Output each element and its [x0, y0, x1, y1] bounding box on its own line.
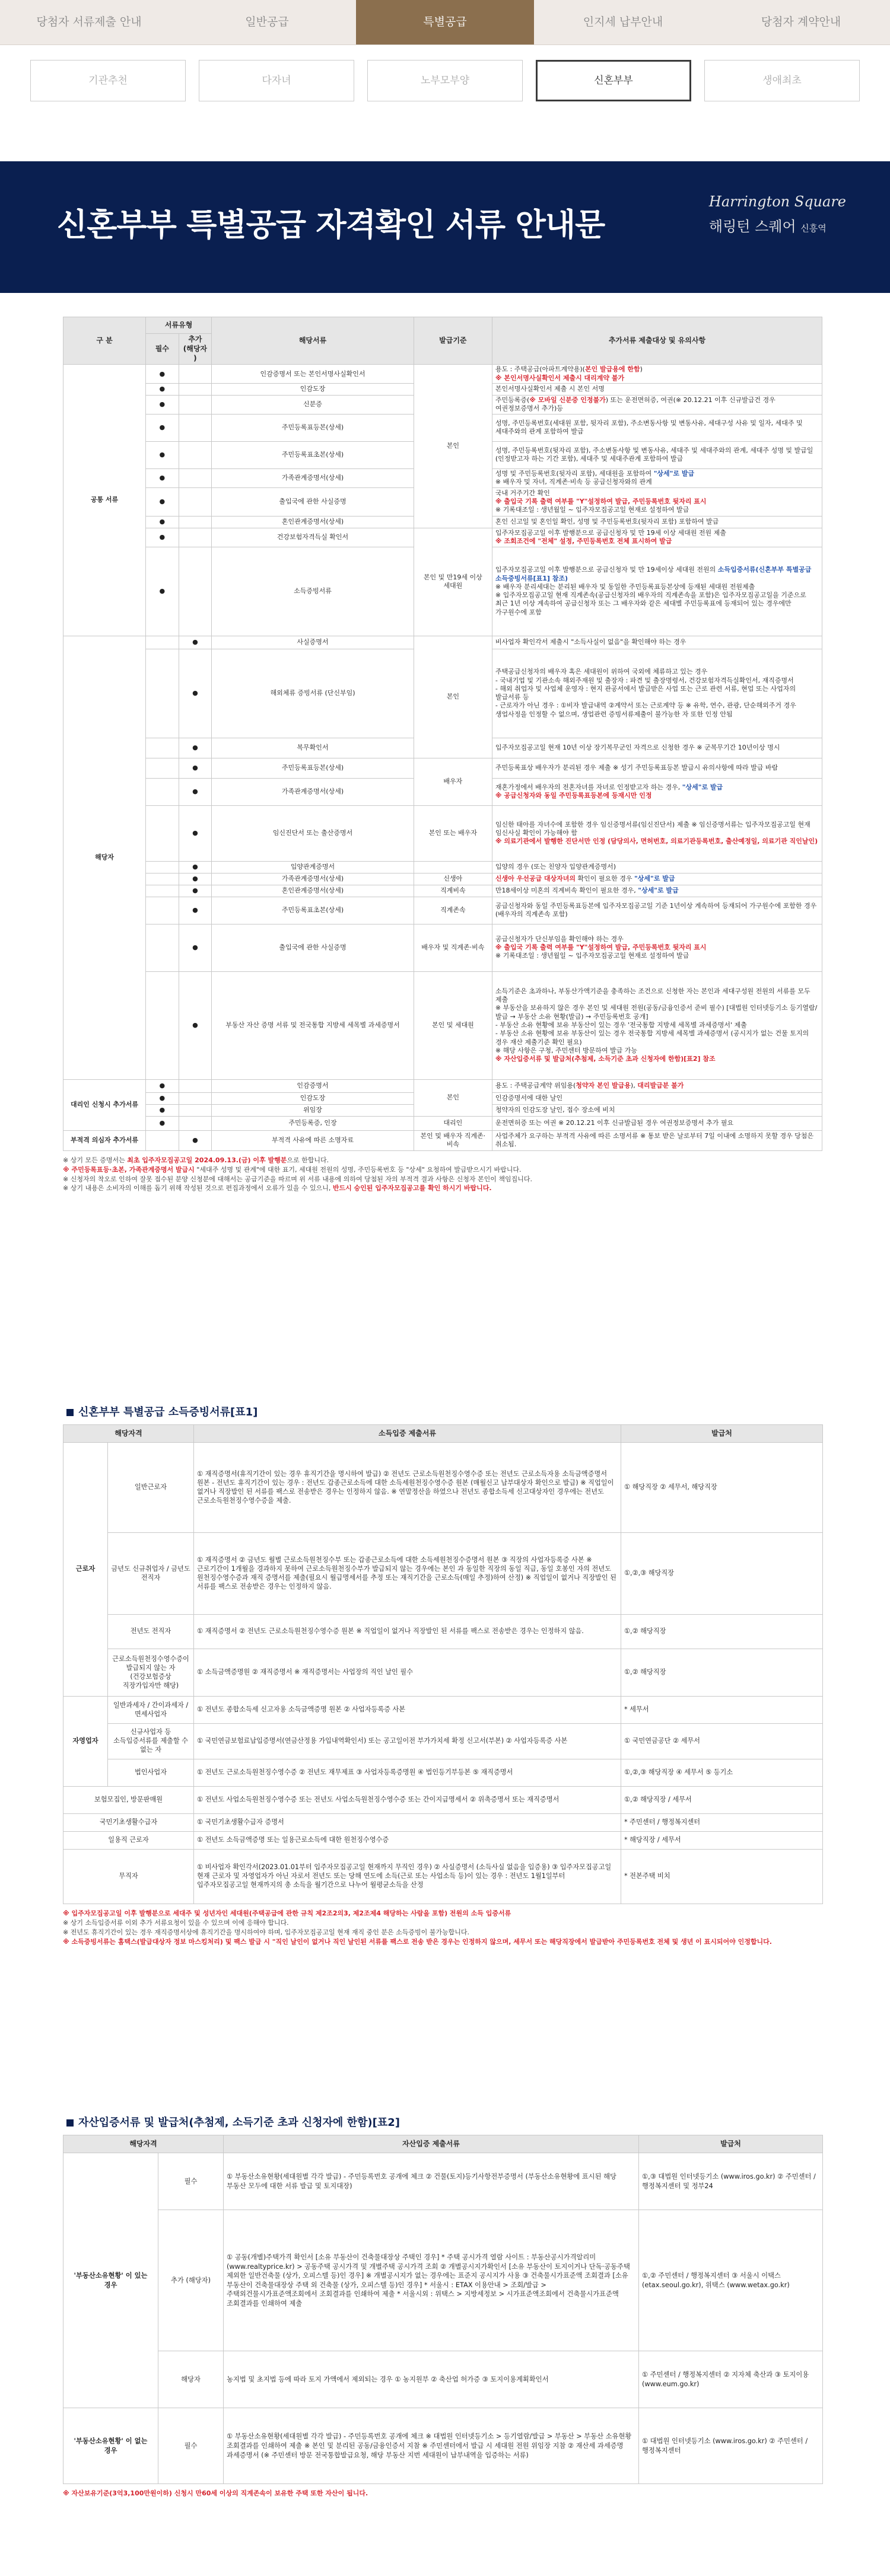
head-doc-type: 서류유형	[146, 317, 212, 334]
income-section	[63, 1405, 822, 1947]
additional-dot: ●	[179, 636, 212, 649]
income-issuer-general: ① 해당직장 ② 세무서, 해당직장	[621, 1443, 823, 1533]
note-property: 소득기준은 초과하나, 부동산가액기준을 충족하는 조건으로 신청한 자는 본인과 세대구성원 전원의 서류를 모두 제출 ※ 부동산을 보유하지 않은 경우 본인 및 세대원 전원(공동/금융인증서 준비 필수) [대법원 인터넷등기소 등기열람/발급 → 부동산 소유 현황(발급) → 주민등록번호 공개] - 부동산 소유 현황에 보유 부동산이 있는 경우 '전국통합 지방세 세목별 과세증명서' 제출 - 부동산 소유 현황에 보유 부동산이 있는 경우 전국통합 지방세 세목별 과세증명서 (공시지가 없는 건물 토지의 경우 재산 제출기준 확인 필요) ※ 해당 사항은 구청, 주민센터 방문하여 발급 가능 ※ 자산입증서류 및 발급처(추첨제, 소득기준 초과 신청자에 한함)[표2] 참조	[492, 971, 822, 1079]
income-type-noreceipt: 근로소득원천징수영수증이 발급되지 않는 자 (건강보험증상 직장가입자만 해당)	[108, 1649, 194, 1697]
additional-dot: ●	[179, 873, 212, 885]
asset-table	[63, 2135, 823, 2484]
doc-adoption: 입양관계증명서	[212, 861, 414, 873]
income-issuer-daily: * 해당직장 / 세무서	[621, 1832, 823, 1850]
note-line: ※ 상기 소득입증서류 이외 추가 서류요청이 있을 수 있으며 이에 응해야 합니다.	[63, 1919, 289, 1927]
note-marriage: 혼인 신고일 및 혼인일 확인, 성명 및 주민등록번호(뒷자리 포함) 포함하여 발급	[492, 516, 822, 528]
asset-group-none: '부동산소유현황' 이 없는 경우	[63, 2408, 158, 2484]
additional-dot: ●	[179, 897, 212, 924]
main-notes	[63, 1156, 822, 1194]
asset-docs-owned-additional: ① 공동(개별)주택가격 확인서 [소유 부동산이 건축물대장상 주택인 경우] * 주택 공시가격 열람 사이트 : 부동산공시가격알리미(www.realtyprice.kr) > 공동주택 공시가격 및 개별주택 공시가격 조회 ② 개별공시지가확인서 [소유 부동산이 토지이거나 단독·공동주택 제외한 일반건축물 (상가, 오피스텔 등)인 경우] ※ 개별공시지가 없는 경우에는 표준지 공시지가 사용 ③ 건축물시가표준액 조회결과 [소유 부동산이 건축물대장상 주택 외 건축물 (상가, 오피스텔 등)인 경우] * 서울시 : ETAX 이용안내 > 조회/발급 > 주택외건물시가표준액조회에서 조회결과를 인쇄하여 제출 * 서울시외 : 위택스 > 지방세정보 > 시가표준액조회에서 건축물시가표준액 조회결과를 인쇄하여 제출	[224, 2210, 639, 2351]
note-immigration: 국내 거주기간 확인 ※ 출입국 기록 출력 여부를 "Y"설정하여 발급, 주민등록번호 뒷자리 표시 ※ 기록대조일 : 생년월일 ~ 입주자모집공고일 현재로 설정하여 발급	[492, 487, 822, 516]
required-dot: ●	[146, 547, 179, 636]
asset-issuer-owned-additional: ①,② 주민센터 / 행정복지센터 ③ 서울시 이택스 (etax.seoul.go.kr), 위택스 (www.wetax.go.kr)	[639, 2210, 823, 2351]
note-spouse-family: 재혼가정에서 배우자의 전혼자녀를 자녀로 인정받고자 하는 경우, "상세"로 발급 ※ 공급신청자와 동일 주민등록표등본에 등재시만 인정	[492, 778, 822, 805]
asset-issuer-owned-required: ①,③ 대법원 인터넷등기소 (www.iros.go.kr) ② 주민센터 / 행정복지센터 및 정부24	[639, 2153, 823, 2210]
head-required: 필수	[146, 334, 179, 365]
tab-stamp-tax[interactable]: 인지세 납부안내	[583, 15, 663, 28]
asset-head-issuer: 발급처	[639, 2135, 823, 2153]
note-family-immigration: 공급신청자가 단신부임을 확인해야 하는 경우 ※ 출입국 기록 출력 여부를 "Y"설정하여 발급, 주민등록번호 뒷자리 표시 ※ 기록대조일 : 생년월일 ~ 입주자모집공고일 현재로 설정하여 발급	[492, 924, 822, 971]
asset-head-qual: 해당자격	[63, 2135, 224, 2153]
brand-logo	[709, 192, 846, 237]
hero-banner	[0, 161, 890, 293]
required-dot: ●	[146, 414, 179, 441]
note-fact-cert: 비사업자 확인각서 제출시 "소득사실이 없음"을 확인해야 하는 경우	[492, 636, 822, 649]
income-group-self-employed: 자영업자	[63, 1697, 108, 1787]
note-spouse-register: 주민등록표상 배우자가 분리된 경우 제출 ※ 성기 주민등록표등본 발급시 유의사항에 따라 발급 바람	[492, 758, 822, 778]
required-dot: ●	[146, 384, 179, 396]
square-bullet-icon	[66, 1409, 74, 1416]
issuer-self-household: 본인 및 세대원	[414, 971, 492, 1079]
note-newborn: 신생아 우선공급 대상자녀의 확인이 필요한 경우 "상세"로 발급	[492, 873, 822, 885]
doc-family-immigration: 출입국에 관한 사실증명	[212, 924, 414, 971]
additional-dot: ●	[179, 861, 212, 873]
note-seal-cert: 용도 : 주택공급(아파트계약용)(본인 발급용에 한함) ※ 본인서명사실확인서 제출시 대리계약 불가	[492, 365, 822, 384]
subtab-multi-child[interactable]: 다자녀	[199, 60, 354, 101]
income-docs-general: ① 재직증명서(휴직기간이 있는 경우 휴직기간을 명시하여 발급) ② 전년도 근로소득원천징수영수증 또는 전년도 근로소득자용 소득금액증명서 원본 - 전년도 휴직기간이 있는 경우 : 전년도 갑종근로소득에 대한 소득세원천징수영수증 원본 (매월신고 납부대상자 확인으로 발급) ※ 직업일이 없거나 직장발인 된 서류를 팩스로 전송받은 경우는 인정하지 않음. ※ 연말정산을 하였으나 전년도 종합소득세 신고대상자인 경우에는 전년도 근로소득원천징수영수증을 제출.	[194, 1443, 621, 1533]
note-line: ※ 주민등록표등·초본, 가족관계증명서 발급시 "세대주 성명 및 관계"에 대한 표기, 세대원 전원의 성명, 주민등록번호 등 "상세" 요청하여 발급받으시기 바랍니다.	[63, 1165, 522, 1174]
asset-section-title: 자산입증서류 및 발급처(추첨제, 소득기준 초과 신청자에 한함)[표2]	[63, 2116, 822, 2130]
income-docs-daily: ① 전년도 소득금액증명 또는 일용근로소득에 대한 원천징수영수증	[194, 1832, 621, 1850]
doc-explanation: 부적격 사유에 따른 소명자료	[212, 1130, 414, 1150]
income-docs-newjob: ① 재직증명서 ② 금년도 월별 근로소득원천징수부 또는 갑종근로소득에 대한 소득세원천징수증명서 원본 ③ 직장의 사업자등록증 사본 ※ 근로기간이 1개월을 경과하지 못하여 근로소득원천징수부가 발급되지 않는 경우에는 본인 과 동일한 직장의 동일 직급, 동일 호봉인 자의 전년도 원천징수영수증과 재직 증명서를 제출(필요시 월급명세서를 추정 또는 재직기간을 근로소득(매일 추정)하여 산정) ※ 직업일이 없거나 직장발인 된 서류를 팩스로 전송받은 경우는 인정하지 않음.	[194, 1533, 621, 1615]
doc-marriage: 혼인관계증명서(상세)	[212, 516, 414, 528]
subtab-elderly-parent[interactable]: 노부모부양	[367, 60, 523, 101]
asset-head-docs: 자산입증 제출서류	[224, 2135, 639, 2153]
logo-script: Harrington Square	[708, 193, 846, 210]
income-issuer-noreceipt: ①,② 해당직장	[621, 1649, 823, 1697]
asset-docs-owned-required: ① 부동산소유현황(세대원별 각각 발급) - 주민등록번호 공개에 체크 ② 건물(토지)등기사항전부증명서 (부동산소유현황에 표시된 해당 부동산 모두에 대한 서류 발급 및 토지대장)	[224, 2153, 639, 2210]
tab-special-supply[interactable]: 특별공급	[356, 0, 534, 44]
income-docs-visit: ① 전년도 사업소득원천징수영수증 또는 전년도 사업소득원천징수영수증 또는 간이지급명세서 ② 위촉증명서 또는 재직증명서	[194, 1787, 621, 1814]
tab-general-supply[interactable]: 일반공급	[245, 15, 289, 28]
income-type-daily: 일용직 근로자	[63, 1832, 194, 1850]
note-military: 입주자모집공고일 현재 10년 이상 장기복무군인 자격으로 신청한 경우 ※ 군복무기간 10년이상 명시	[492, 738, 822, 758]
note-line: ※ 자산보유기준(3억3,100만원이하) 신청시 만60세 이상의 직계존속이 보유한 주택 또한 자산이 됩니다.	[63, 2489, 368, 2498]
doc-income-proof: 소득증빙서류	[212, 547, 414, 636]
head-issuer: 발급기준	[414, 317, 492, 365]
doc-property: 부동산 자산 증명 서류 및 전국통합 지방세 세목별 과세증명서	[212, 971, 414, 1079]
doc-proxy-id: 주민등록증, 인장	[212, 1116, 414, 1130]
tab-document-guide[interactable]: 당첨자 서류제출 안내	[36, 15, 142, 28]
issuer-self-2: 본인	[414, 636, 492, 758]
note-ascendant: 공급신청자와 동일 주민등록표등본에 입주자모집공고일 기준 1년이상 계속하여 등재되어 가구원수에 포함한 경우 (배우자의 직계존속 포함)	[492, 897, 822, 924]
note-income-proof: 입주자모집공고일 이후 발행분으로 공급신청자 및 만 19세이상 세대원 전원의 소득입증서류(신혼부부 특별공급 소득증빙서류[표1] 참조) ※ 배우자 분리세대는 분리된 배우자 및 동일한 주민등록표등본상에 등재된 세대원 전원제출 ※ 입주자모집공고일 현재 직계존속(공급신청자의 배우자의 직계존속을 포함)은 입주자모집공고일을 기준으로 최근 1년 이상 계속하여 공급신청자 또는 그 배우자와 같은 세대별 주민등록표에 등재되어 있는 경우에만 가구원수에 포함	[492, 547, 822, 636]
required-dot: ●	[146, 396, 179, 415]
required-dot: ●	[146, 365, 179, 384]
note-descendant: 만18세이상 미혼의 직계비속 확인이 필요한 경우, "상세"로 발급	[492, 885, 822, 897]
additional-dot: ●	[179, 1130, 212, 1150]
note-id-card: 주민등록증(※ 모바일 신분증 인정불가) 또는 운전면허증, 여권(※ 20.12.21 이후 신규발급건 경우 여권정보증명서 추가)등	[492, 396, 822, 415]
income-docs-noreceipt: ① 소득금액증명원 ② 재직증명서 ※ 재직증명서는 사업장의 직인 날인 필수	[194, 1649, 621, 1697]
asset-req-required: 필수	[158, 2153, 224, 2210]
note-seal-cert-proxy: 용도 : 주택공급계약 위임용(청약자 본인 발급용), 대리발급분 불가	[492, 1079, 822, 1092]
group-applicable: 해당자	[63, 636, 146, 1079]
income-type-visit: 보험모집인, 방문판매원	[63, 1787, 194, 1814]
group-common: 공통 서류	[63, 365, 146, 636]
issuer-family: 배우자 및 직계존·비속	[414, 924, 492, 971]
additional-dot: ●	[179, 971, 212, 1079]
asset-docs-farm: 농지법 및 초지법 등에 따라 토지 가액에서 제외되는 경우 ① 농지원부 ② 축산업 허가증 ③ 토지이용계획확인서	[224, 2351, 639, 2408]
additional-dot: ●	[179, 649, 212, 738]
required-dot: ●	[146, 1079, 179, 1092]
note-resident-abstract: 성명, 주민등록번호(뒷자리 포함), 주소변동사항 및 변동사유, 세대주 및 세대주와의 관계, 세대주 성명 및 발급일(인정받고자 하는 기간 포함), 세대주 및 세대주관계 포함하여 발급	[492, 441, 822, 468]
note-line: ※ 소득증빙서류는 홈택스(발급대상자 정보 마스킹처리) 및 팩스 발급 시 "직인 날인이 없거나 직인 날인된 서류를 팩스로 전송 받은 경우는 인정하지 않으며, 세무서 또는 해당직장에서 발급받아 주민등록번호 전체 및 생년 이 표시되어야 인정합니다.	[63, 1938, 772, 1946]
asset-issuer-farm: ① 주민센터 / 행정복지센터 ② 지자체 축산과 ③ 토지이용 (www.eum.go.kr)	[639, 2351, 823, 2408]
issuer-descendant: 직계비속	[414, 885, 492, 897]
required-dot: ●	[146, 441, 179, 468]
issuer-spouse: 배우자	[414, 758, 492, 805]
doc-spouse-register: 주민등록표등본(상세)	[212, 758, 414, 778]
required-dot: ●	[146, 1104, 179, 1116]
asset-docs-none: ① 부동산소유현황(세대원별 각각 발급) - 주민등록번호 공개에 체크 ※ 대법원 인터넷등기소 > 등기열람/발급 > 부동산 > 부동산 소유현황 조회결과를 인쇄하여 제출 ※ 본인 및 분리된 공동/금융인증서 지참 ※ 주민센터에서 발급 시 세대원 전원 위임장 지참 ② 재산세 과세증명 과세증명서 (※ 주민센터 방문 전국통합발급요청, 해당 부동산 지번 세대원이 납부내역을 입증하는 서류)	[224, 2408, 639, 2484]
income-type-general: 일반근로자	[108, 1443, 194, 1533]
issuer-self-or-spouse: 본인 또는 배우자	[414, 805, 492, 861]
note-line: ※ 상기 내용은 소비자의 이해를 돕기 위해 작성된 것으로 편집과정에서 오류가 있을 수 있으니, 반드시 승인된 입주자모집공고를 확인 하시기 바랍니다.	[63, 1184, 492, 1193]
income-type-newbiz: 신규사업자 등 소득입증서류를 제출할 수 없는 자	[108, 1724, 194, 1759]
doc-seal-cert-proxy: 인감증명서	[212, 1079, 414, 1092]
asset-req-additional: 추가 (해당자)	[158, 2210, 224, 2351]
note-line: ※ 입주자모집공고일 이후 발행분으로 세대주 및 성년자인 세대원(주택공급에 관한 규칙 제2조2의3, 제2조제4 해당하는 사람을 포함) 전원의 소득 입증서류	[63, 1909, 511, 1918]
doc-military: 복무확인서	[212, 738, 414, 758]
income-docs-basic: ① 국민기초생활수급자 증명서	[194, 1814, 621, 1832]
income-issuer-newjob: ①,②,③ 해당직장	[621, 1533, 823, 1615]
asset-req-required-2: 필수	[158, 2408, 224, 2484]
issuer-newborn: 신생아	[414, 873, 492, 885]
additional-dot: ●	[179, 758, 212, 778]
note-line: ※ 상기 모든 증명서는 최초 입주자모집공고일 2024.09.13.(금) 이후 발행분으로 한합니다.	[63, 1156, 329, 1164]
income-head-issuer: 발급처	[621, 1425, 823, 1443]
doc-resident-abstract: 주민등록표초본(상세)	[212, 441, 414, 468]
note-power-of-attorney: 청약자의 인감도장 날인, 접수 장소에 비치	[492, 1104, 822, 1116]
doc-newborn-family: 가족관계증명서(상세)	[212, 873, 414, 885]
main-docs-section	[63, 317, 822, 1193]
income-docs-prevjob: ① 재직증명서 ② 전년도 근로소득원천징수영수증 원본 ※ 직업일이 없거나 직장발인 된 서류를 팩스로 전송받은 경우는 인정하지 않음.	[194, 1615, 621, 1649]
doc-seal-cert: 인감증명서 또는 본인서명사실확인서	[212, 365, 414, 384]
additional-dot: ●	[179, 738, 212, 758]
income-issuer-visit: ①,② 해당직장 / 세무서	[621, 1787, 823, 1814]
required-dot: ●	[146, 1092, 179, 1104]
income-type-taxpayer: 일반과세자 / 간이과세자 / 면세사업자	[108, 1697, 194, 1724]
income-head-docs: 소득입증 제출서류	[194, 1425, 621, 1443]
doc-fact-cert: 사실증명서	[212, 636, 414, 649]
income-type-prevjob: 전년도 전직자	[108, 1615, 194, 1649]
required-dot: ●	[146, 487, 179, 516]
income-section-title: 신혼부부 특별공급 소득증빙서류[표1]	[63, 1405, 822, 1420]
required-dot: ●	[146, 516, 179, 528]
note-seal-proxy: 인감증명서에 대한 날인	[492, 1092, 822, 1104]
note-resident-register: 성명, 주민등록번호(세대원 포함, 뒷자리 포함), 주소변동사항 및 변동사유, 세대구성 사유 및 일자, 세대주 및 세대주와의 관계 포함하여 발급	[492, 414, 822, 441]
income-issuer-basic: * 주민센터 / 행정복지센터	[621, 1814, 823, 1832]
income-type-basic: 국민기초생활수급자	[63, 1814, 194, 1832]
main-docs-table	[63, 317, 822, 1151]
income-docs-newbiz: ① 국민연금보험료납입증명서(연금산정용 가입내역확인서) 또는 공고일이전 부가가치세 확정 신고서(부본) ② 사업자등록증 사본	[194, 1724, 621, 1759]
doc-seal: 인감도장	[212, 384, 414, 396]
income-docs-none: ① 비사업자 확인각서(2023.01.01부터 입주자모집공고일 현재까지 무직인 경우) ② 사실증명서 (소득사실 없음을 입증용) ③ 입주자모집공고일 현재 근로자 및 자영업자가 아닌 자로서 전년도 또는 당해 연도에 소득(근로 또는 사업소득 등)이 있는 경우 : 전년도 1월1일부터 입주자모집공고일 현재까지의 총 소득을 월기간으로 나누어 월평균소득을 산정	[194, 1850, 621, 1904]
doc-id-card: 신분증	[212, 396, 414, 415]
head-additional: 추가 (해당자)	[179, 334, 212, 365]
additional-dot: ●	[179, 924, 212, 971]
issuer-self-family: 본인 및 배우자 직계존·비속	[414, 1130, 492, 1150]
additional-dot: ●	[179, 805, 212, 861]
note-line: ※ 신청자의 착오로 인하여 잘못 접수된 분양 신청분에 대해서는 공급기준을 따르며 위 서류 내용에 의하여 당첨된 자의 부적격 결과 사항은 신청자 본인이 책임집니다.	[63, 1175, 532, 1183]
note-proxy-id: 운전면허증 또는 여권 ※ 20.12.21 이후 신규발급된 경우 여권정보증명서 추가 필요	[492, 1116, 822, 1130]
note-explanation: 사업주체가 요구하는 부적격 사유에 따른 소명서류 ※ 통보 받은 날로부터 7일 이내에 소명하지 못할 경우 당첨은 취소됨.	[492, 1130, 822, 1150]
doc-pregnancy: 임신진단서 또는 출산증명서	[212, 805, 414, 861]
note-health-insurance: 입주자모집공고일 이후 발행분으로 공급신청자 및 만 19세 이상 세대원 전원 제출 ※ 조회조건에 "전체" 설정, 주민등록번호 전체 표시하여 발급	[492, 528, 822, 547]
issuer-proxy: 대리인	[414, 1116, 492, 1130]
income-issuer-none: * 전본주택 비치	[621, 1850, 823, 1904]
additional-dot: ●	[179, 778, 212, 805]
income-notes	[63, 1909, 822, 1947]
income-type-corp: 법인사업자	[108, 1759, 194, 1787]
issuer-self-proxy: 본인	[414, 1079, 492, 1116]
square-bullet-icon	[66, 2119, 74, 2127]
income-issuer-taxpayer: * 세무서	[621, 1697, 823, 1724]
page-title: 신혼부부 특별공급 자격확인 서류 안내문	[57, 207, 605, 243]
asset-group-owned: '부동산소유현황' 이 있는 경우	[63, 2153, 158, 2408]
note-adoption: 입양의 경우 (또는 친양자 입양관계증명서)	[492, 861, 822, 873]
doc-immigration: 출입국에 관한 사실증명	[212, 487, 414, 516]
subtab-institution[interactable]: 기관추천	[30, 60, 186, 101]
income-issuer-prevjob: ①,② 해당직장	[621, 1615, 823, 1649]
head-category: 구 분	[63, 317, 146, 365]
doc-resident-register: 주민등록표등본(상세)	[212, 414, 414, 441]
issuer-self-adult: 본인 및 만19세 이상 세대원	[414, 528, 492, 636]
note-pregnancy: 임신한 태아를 자녀수에 포함한 경우 임신증명서류(임신진단서) 제출 ※ 임신증명서류는 입주자모집공고일 현재 임신사실 확인이 가능해야 함 ※ 의료기관에서 발행한 진단서만 인정 (담당의사, 면허번호, 의료기관등록번호, 출산예정일, 의료기관 직인날인)	[492, 805, 822, 861]
income-head-type: 해당자격	[63, 1425, 194, 1443]
doc-health-insurance: 건강보험자격득실 확인서	[212, 528, 414, 547]
top-nav	[0, 0, 890, 45]
doc-seal-proxy: 인감도장	[212, 1092, 414, 1104]
income-group-worker: 근로자	[63, 1443, 108, 1697]
doc-descendant-marriage: 혼인관계증명서(상세)	[212, 885, 414, 897]
head-note: 추가서류 제출대상 및 유의사항	[492, 317, 822, 365]
logo-korean: 해링턴 스퀘어 신흥역	[708, 218, 827, 235]
additional-dot: ●	[179, 885, 212, 897]
income-issuer-corp: ①,②,③ 해당직장 ④ 세무서 ⑤ 등기소	[621, 1759, 823, 1787]
required-dot: ●	[146, 1116, 179, 1130]
income-type-newjob: 금년도 신규취업자 / 금년도 전직자	[108, 1533, 194, 1615]
sub-nav	[0, 45, 890, 116]
tab-contract-guide[interactable]: 당첨자 계약안내	[761, 15, 841, 28]
asset-section	[63, 2116, 822, 2498]
income-type-none: 무직자	[63, 1850, 194, 1904]
income-docs-taxpayer: ① 전년도 종합소득세 신고자용 소득금액증명 원본 ② 사업자등록증 사본	[194, 1697, 621, 1724]
asset-issuer-none: ① 대법원 인터넷등기소 (www.iros.go.kr) ② 주민센터 / 행정복지센터	[639, 2408, 823, 2484]
subtab-newlywed[interactable]: 신혼부부	[536, 60, 691, 101]
note-seal: 본인서명사실확인서 제출 시 본인 서명	[492, 384, 822, 396]
note-overseas: 주택공급신청자의 배우자 혹은 세대원이 위하여 국외에 체류하고 있는 경우 - 국내기업 및 기관소속 해외주재원 및 출장자 : 파견 및 출장명령서, 건강보험자격득실확인서, 재직증명서 - 해외 취업자 및 사업체 운영자 : 현지 관공서에서 발급받은 사업 또는 근로 관련 서류, 현업 또는 사업자의 발급서류 등 - 근로자가 아닌 경우 : ①비자 발급내역 ②계약서 또는 근로계약 등 ※ 유학, 연수, 관광, 단순해외주거 경우 생업사정을 인정할 수 없으며, 생업관련 증빙서류제출이 불가능한 자 또한 인정 안됨	[492, 649, 822, 738]
required-dot: ●	[146, 468, 179, 487]
asset-req-applicable: 해당자	[158, 2351, 224, 2408]
income-docs-corp: ① 전년도 근로소득원천징수영수증 ② 전년도 재무제표 ③ 사업자등록증명원 ④ 법인등기부등본 ⑤ 재직증명서	[194, 1759, 621, 1787]
income-issuer-newbiz: ① 국민연금공단 ② 세무서	[621, 1724, 823, 1759]
asset-notes	[63, 2489, 822, 2498]
issuer-ascendant: 직계존속	[414, 897, 492, 924]
group-proxy: 대리인 신청시 추가서류	[63, 1079, 146, 1130]
issuer-self: 본인	[414, 365, 492, 528]
income-table	[63, 1424, 823, 1904]
doc-overseas: 해외체류 증빙서류 (단신부임)	[212, 649, 414, 738]
subtab-first-home[interactable]: 생애최초	[704, 60, 860, 101]
note-line: ※ 전년도 휴직기간이 있는 경우 재직증명서상에 휴직기간을 명시하여야 하며, 입주자모집공고일 현재 재직 중인 분은 소득증빙이 불가능합니다.	[63, 1928, 469, 1937]
note-family-relation: 성명 및 주민등록번호(뒷자리 포함), 세대원을 포함하여 "상세"로 발급 ※ 배우자 및 자녀, 직계존·비속 등 공급신청자와의 관계	[492, 468, 822, 487]
doc-family-relation: 가족관계증명서(상세)	[212, 468, 414, 487]
group-ineligible: 부적격 의심자 추가서류	[63, 1130, 146, 1150]
doc-power-of-attorney: 위임장	[212, 1104, 414, 1116]
required-dot: ●	[146, 528, 179, 547]
head-document: 해당서류	[212, 317, 414, 365]
doc-ascendant-abstract: 주민등록표초본(상세)	[212, 897, 414, 924]
doc-spouse-family: 가족관계증명서(상세)	[212, 778, 414, 805]
